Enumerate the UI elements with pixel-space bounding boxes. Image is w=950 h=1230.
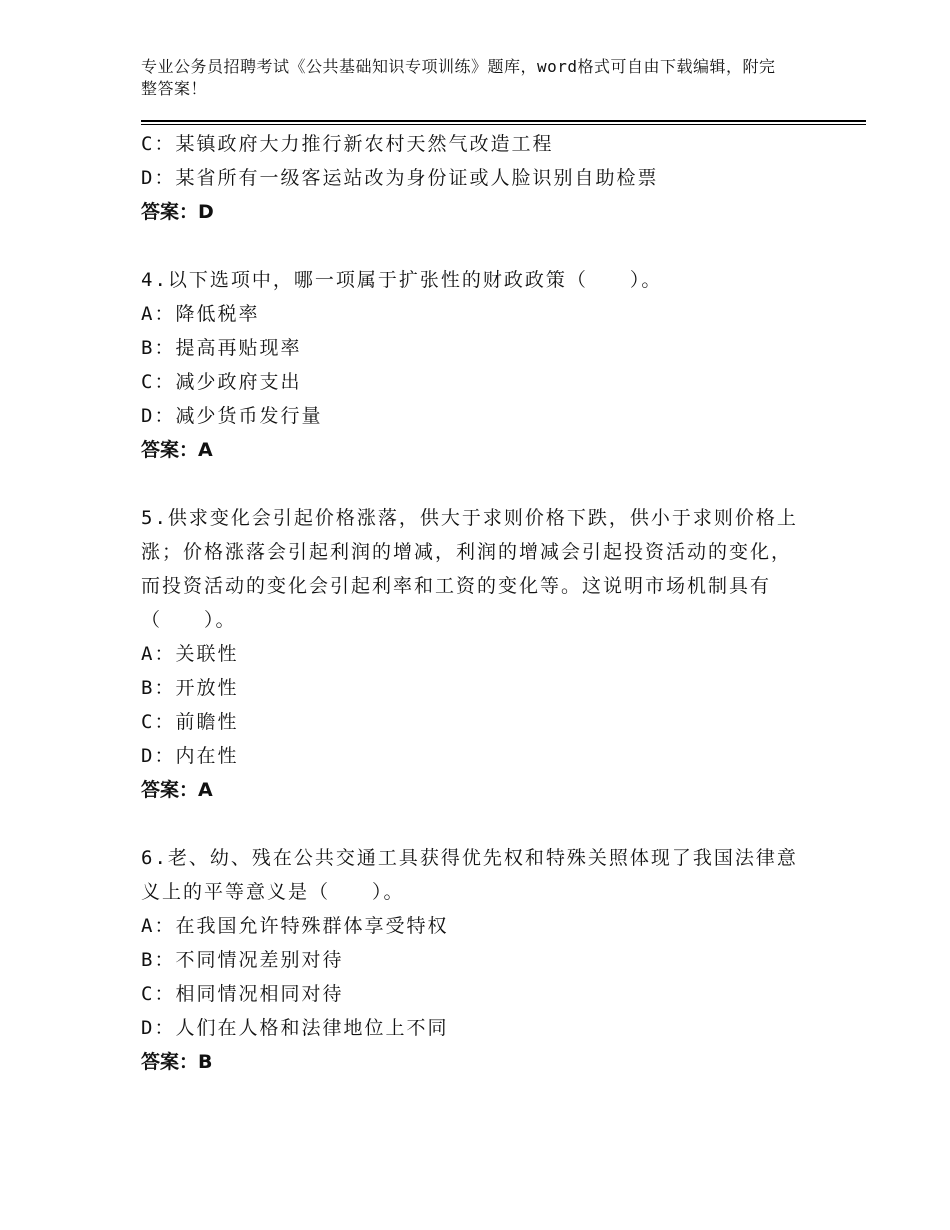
question-block bbox=[141, 501, 801, 807]
question-block bbox=[141, 841, 801, 1079]
option-a: A：关联性 bbox=[141, 643, 239, 665]
option-c: C：相同情况相同对待 bbox=[141, 983, 344, 1005]
option-a: A：在我国允许特殊群体享受特权 bbox=[141, 915, 449, 937]
question-stem: 4.以下选项中，哪一项属于扩张性的财政政策（ ）。 bbox=[141, 269, 663, 291]
option-d: D：减少货币发行量 bbox=[141, 405, 323, 427]
answer-line: 答案：D bbox=[141, 201, 214, 223]
answer-line: 答案：A bbox=[141, 779, 213, 801]
option-b: B：提高再贴现率 bbox=[141, 337, 302, 359]
question-block bbox=[141, 127, 801, 229]
document-header: 专业公务员招聘考试《公共基础知识专项训练》题库，word格式可自由下载编辑，附完整答案！ bbox=[141, 57, 776, 98]
answer-line: 答案：B bbox=[141, 1051, 213, 1073]
option-d: D：某省所有一级客运站改为身份证或人脸识别自助检票 bbox=[141, 167, 659, 189]
option-c: C：前瞻性 bbox=[141, 711, 239, 733]
question-stem: 5.供求变化会引起价格涨落，供大于求则价格下跌，供小于求则价格上涨；价格涨落会引起利润的增减，利润的增减会引起投资活动的变化，而投资活动的变化会引起利率和工资的变化等。这说明市场机制具有（ ）。 bbox=[141, 507, 798, 631]
answer-line: 答案：A bbox=[141, 439, 213, 461]
option-c: C：某镇政府大力推行新农村天然气改造工程 bbox=[141, 133, 554, 155]
option-d: D：内在性 bbox=[141, 745, 239, 767]
option-b: B：不同情况差别对待 bbox=[141, 949, 344, 971]
option-d: D：人们在人格和法律地位上不同 bbox=[141, 1017, 449, 1039]
header-rule-thick bbox=[141, 120, 866, 122]
header-rule-thin bbox=[141, 124, 866, 125]
question-list bbox=[141, 127, 801, 1079]
option-c: C：减少政府支出 bbox=[141, 371, 302, 393]
question-stem: 6.老、幼、残在公共交通工具获得优先权和特殊关照体现了我国法律意义上的平等意义是（ ）。 bbox=[141, 847, 798, 903]
option-a: A：降低税率 bbox=[141, 303, 260, 325]
option-b: B：开放性 bbox=[141, 677, 239, 699]
question-block bbox=[141, 263, 801, 467]
